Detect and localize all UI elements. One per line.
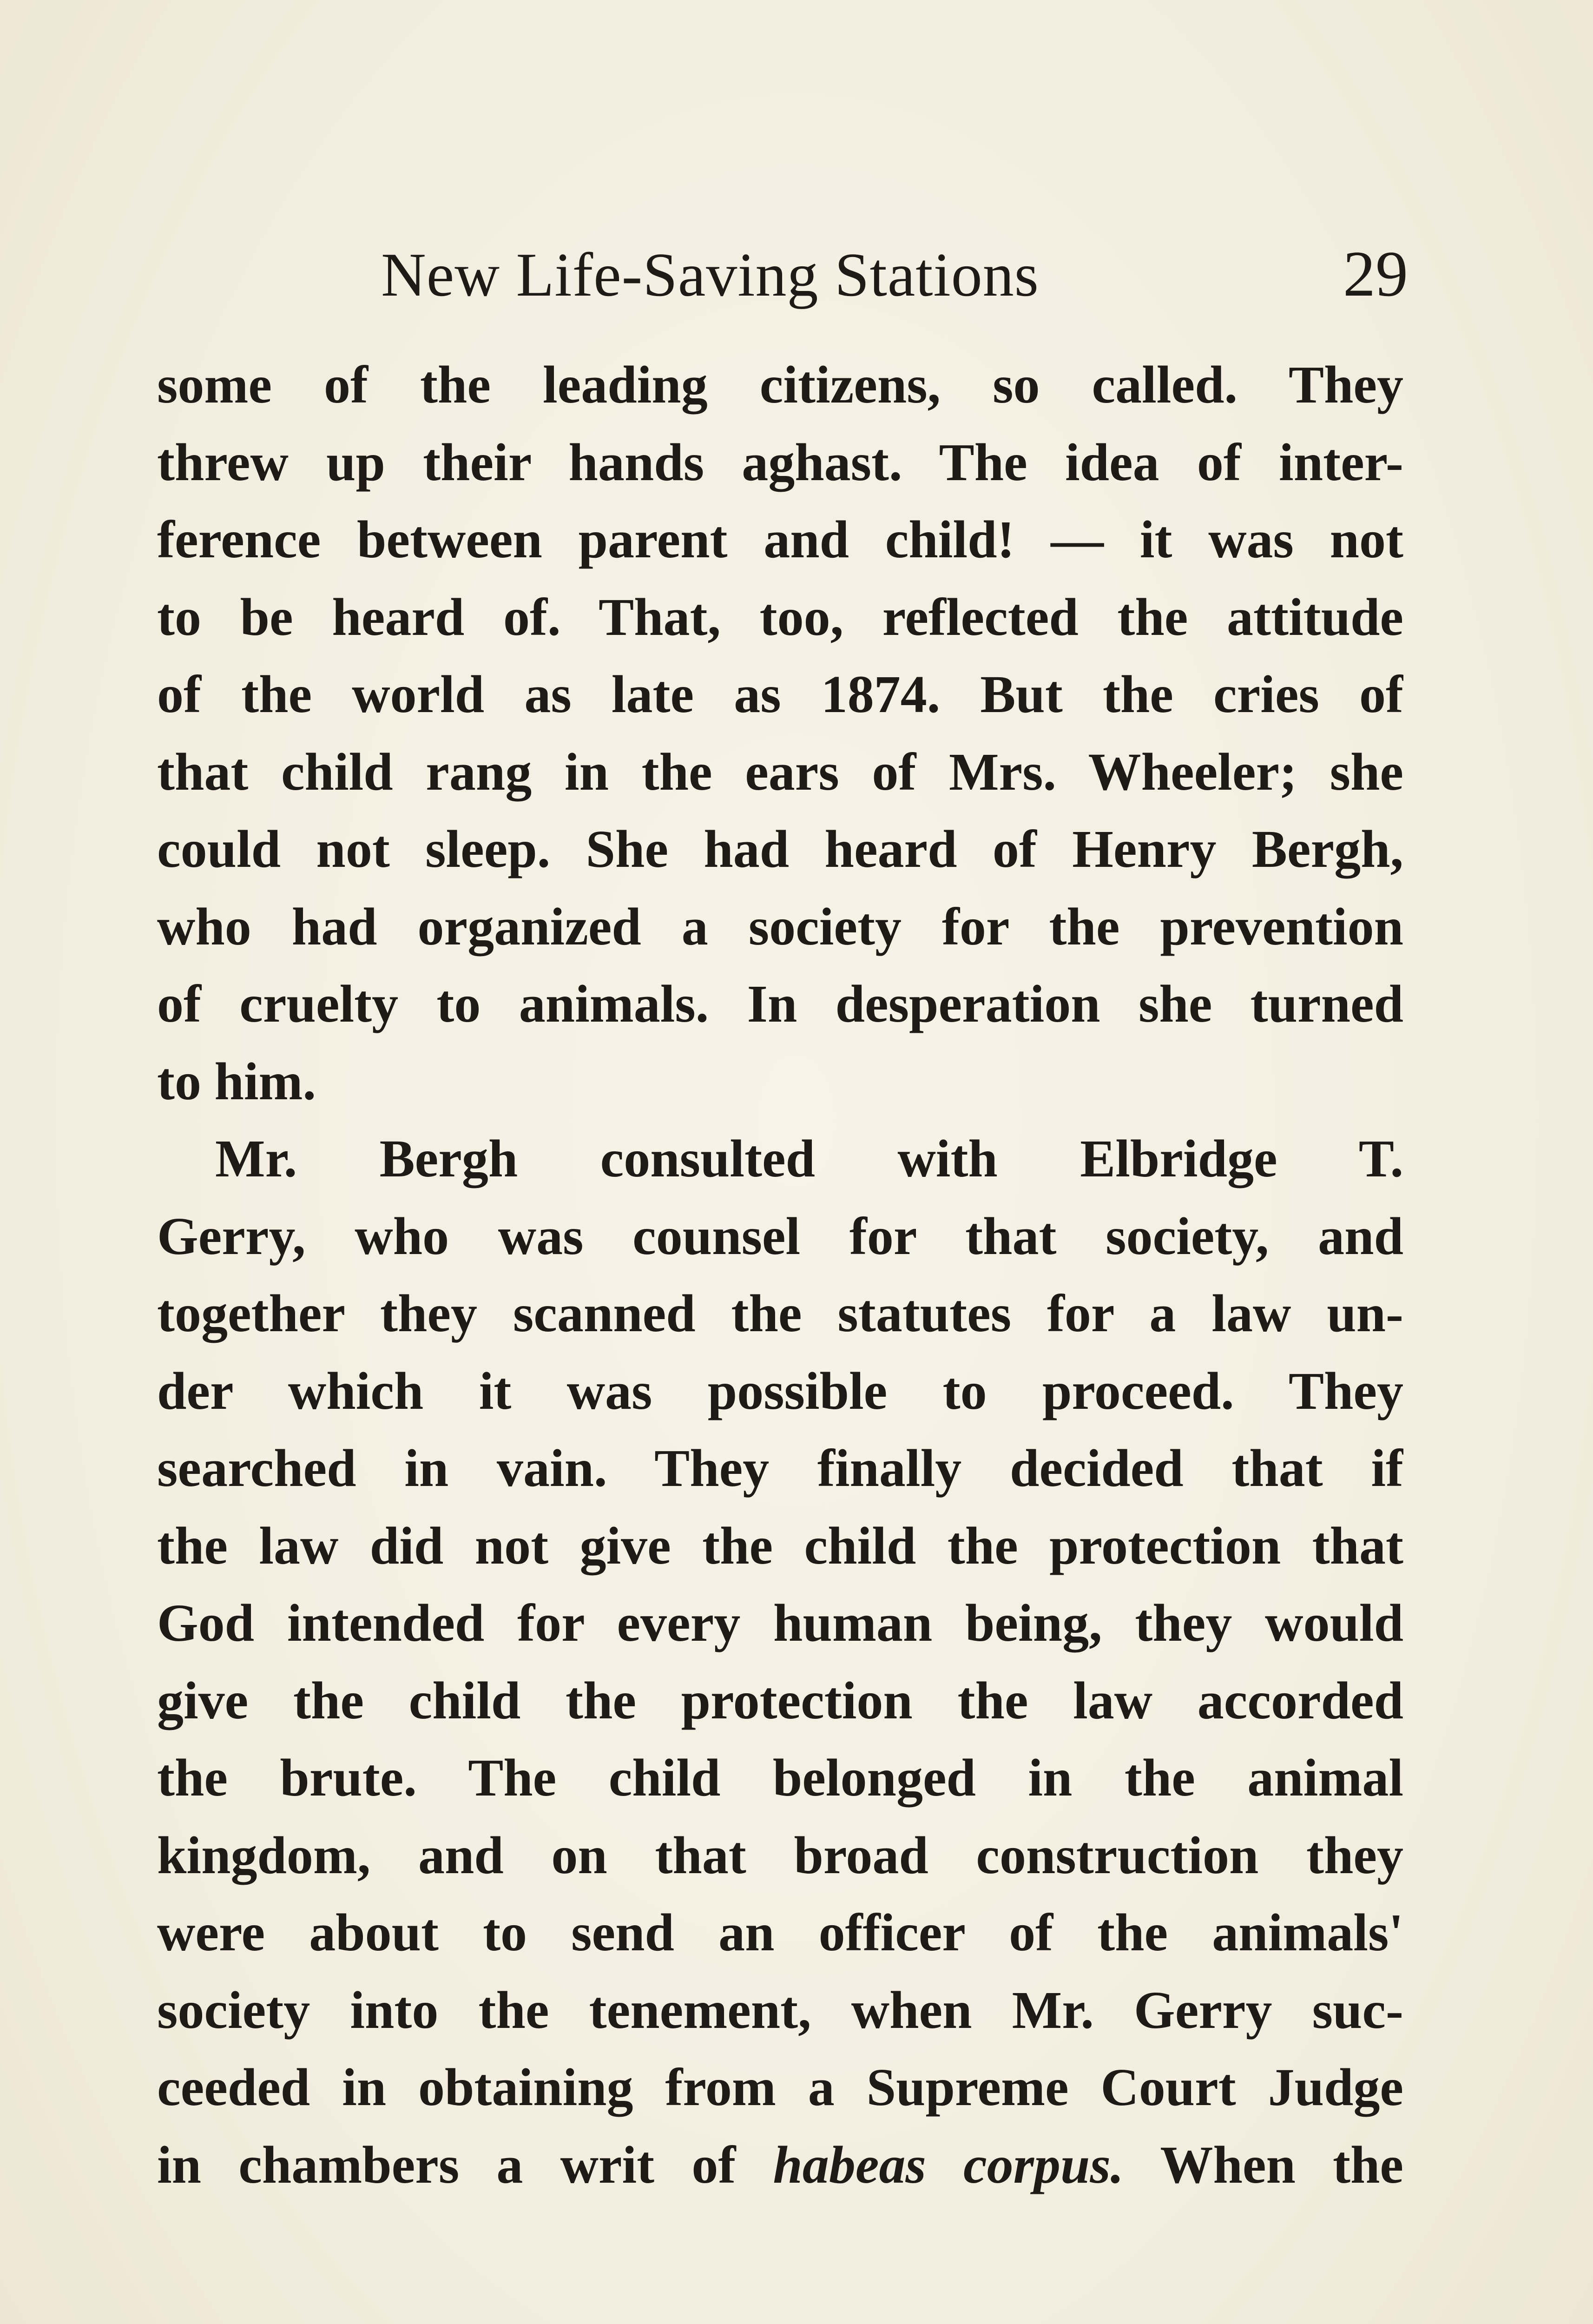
final-line-start: in chambers a writ of <box>157 2135 773 2194</box>
text-line: God intended for every human being, they would <box>157 1593 1403 1652</box>
text-line: the law did not give the child the protection that <box>157 1516 1403 1575</box>
text-line: that child rang in the ears of Mrs. Wheeler; she <box>157 742 1403 801</box>
italic-phrase: habeas corpus. <box>773 2135 1124 2194</box>
text-line: society into the tenement, when Mr. Gerry suc- <box>157 1980 1403 2040</box>
text-line: were about to send an officer of the animals' <box>157 1903 1403 1962</box>
paragraph-start-line: Mr. Bergh consulted with Elbridge T. <box>215 1129 1403 1188</box>
text-line: searched in vain. They finally decided that if <box>157 1439 1403 1498</box>
text-line: together they scanned the statutes for a law un- <box>157 1284 1403 1343</box>
text-line: to him. <box>157 1051 316 1111</box>
body-text <box>157 346 1403 2204</box>
running-title: New Life-Saving Stations <box>381 240 1039 309</box>
text-line: of cruelty to animals. In desperation she turned <box>157 974 1403 1033</box>
running-head <box>381 235 1408 314</box>
text-line: der which it was possible to proceed. They <box>157 1361 1403 1420</box>
text-line: Gerry, who was counsel for that society, and <box>157 1206 1403 1266</box>
text-line: to be heard of. That, too, reflected the attitude <box>157 587 1403 647</box>
text-line: threw up their hands aghast. The idea of inter- <box>157 432 1403 492</box>
text-line: ceeded in obtaining from a Supreme Court Judge <box>157 2058 1403 2117</box>
text-line: could not sleep. She had heard of Henry Bergh, <box>157 819 1403 878</box>
final-line-end: When the <box>1124 2135 1403 2194</box>
text-line: some of the leading citizens, so called. They <box>157 355 1403 414</box>
text-line: kingdom, and on that broad construction they <box>157 1825 1403 1885</box>
page-number: 29 <box>1343 238 1408 310</box>
text-line: give the child the protection the law accorded <box>157 1670 1403 1730</box>
text-line: ference between parent and child! — it was not <box>157 510 1403 569</box>
text-line: the brute. The child belonged in the animal <box>157 1748 1403 1807</box>
text-line: of the world as late as 1874. But the cries of <box>157 665 1403 724</box>
text-line: who had organized a society for the prevention <box>157 897 1403 956</box>
final-text-line <box>157 2126 1403 2204</box>
